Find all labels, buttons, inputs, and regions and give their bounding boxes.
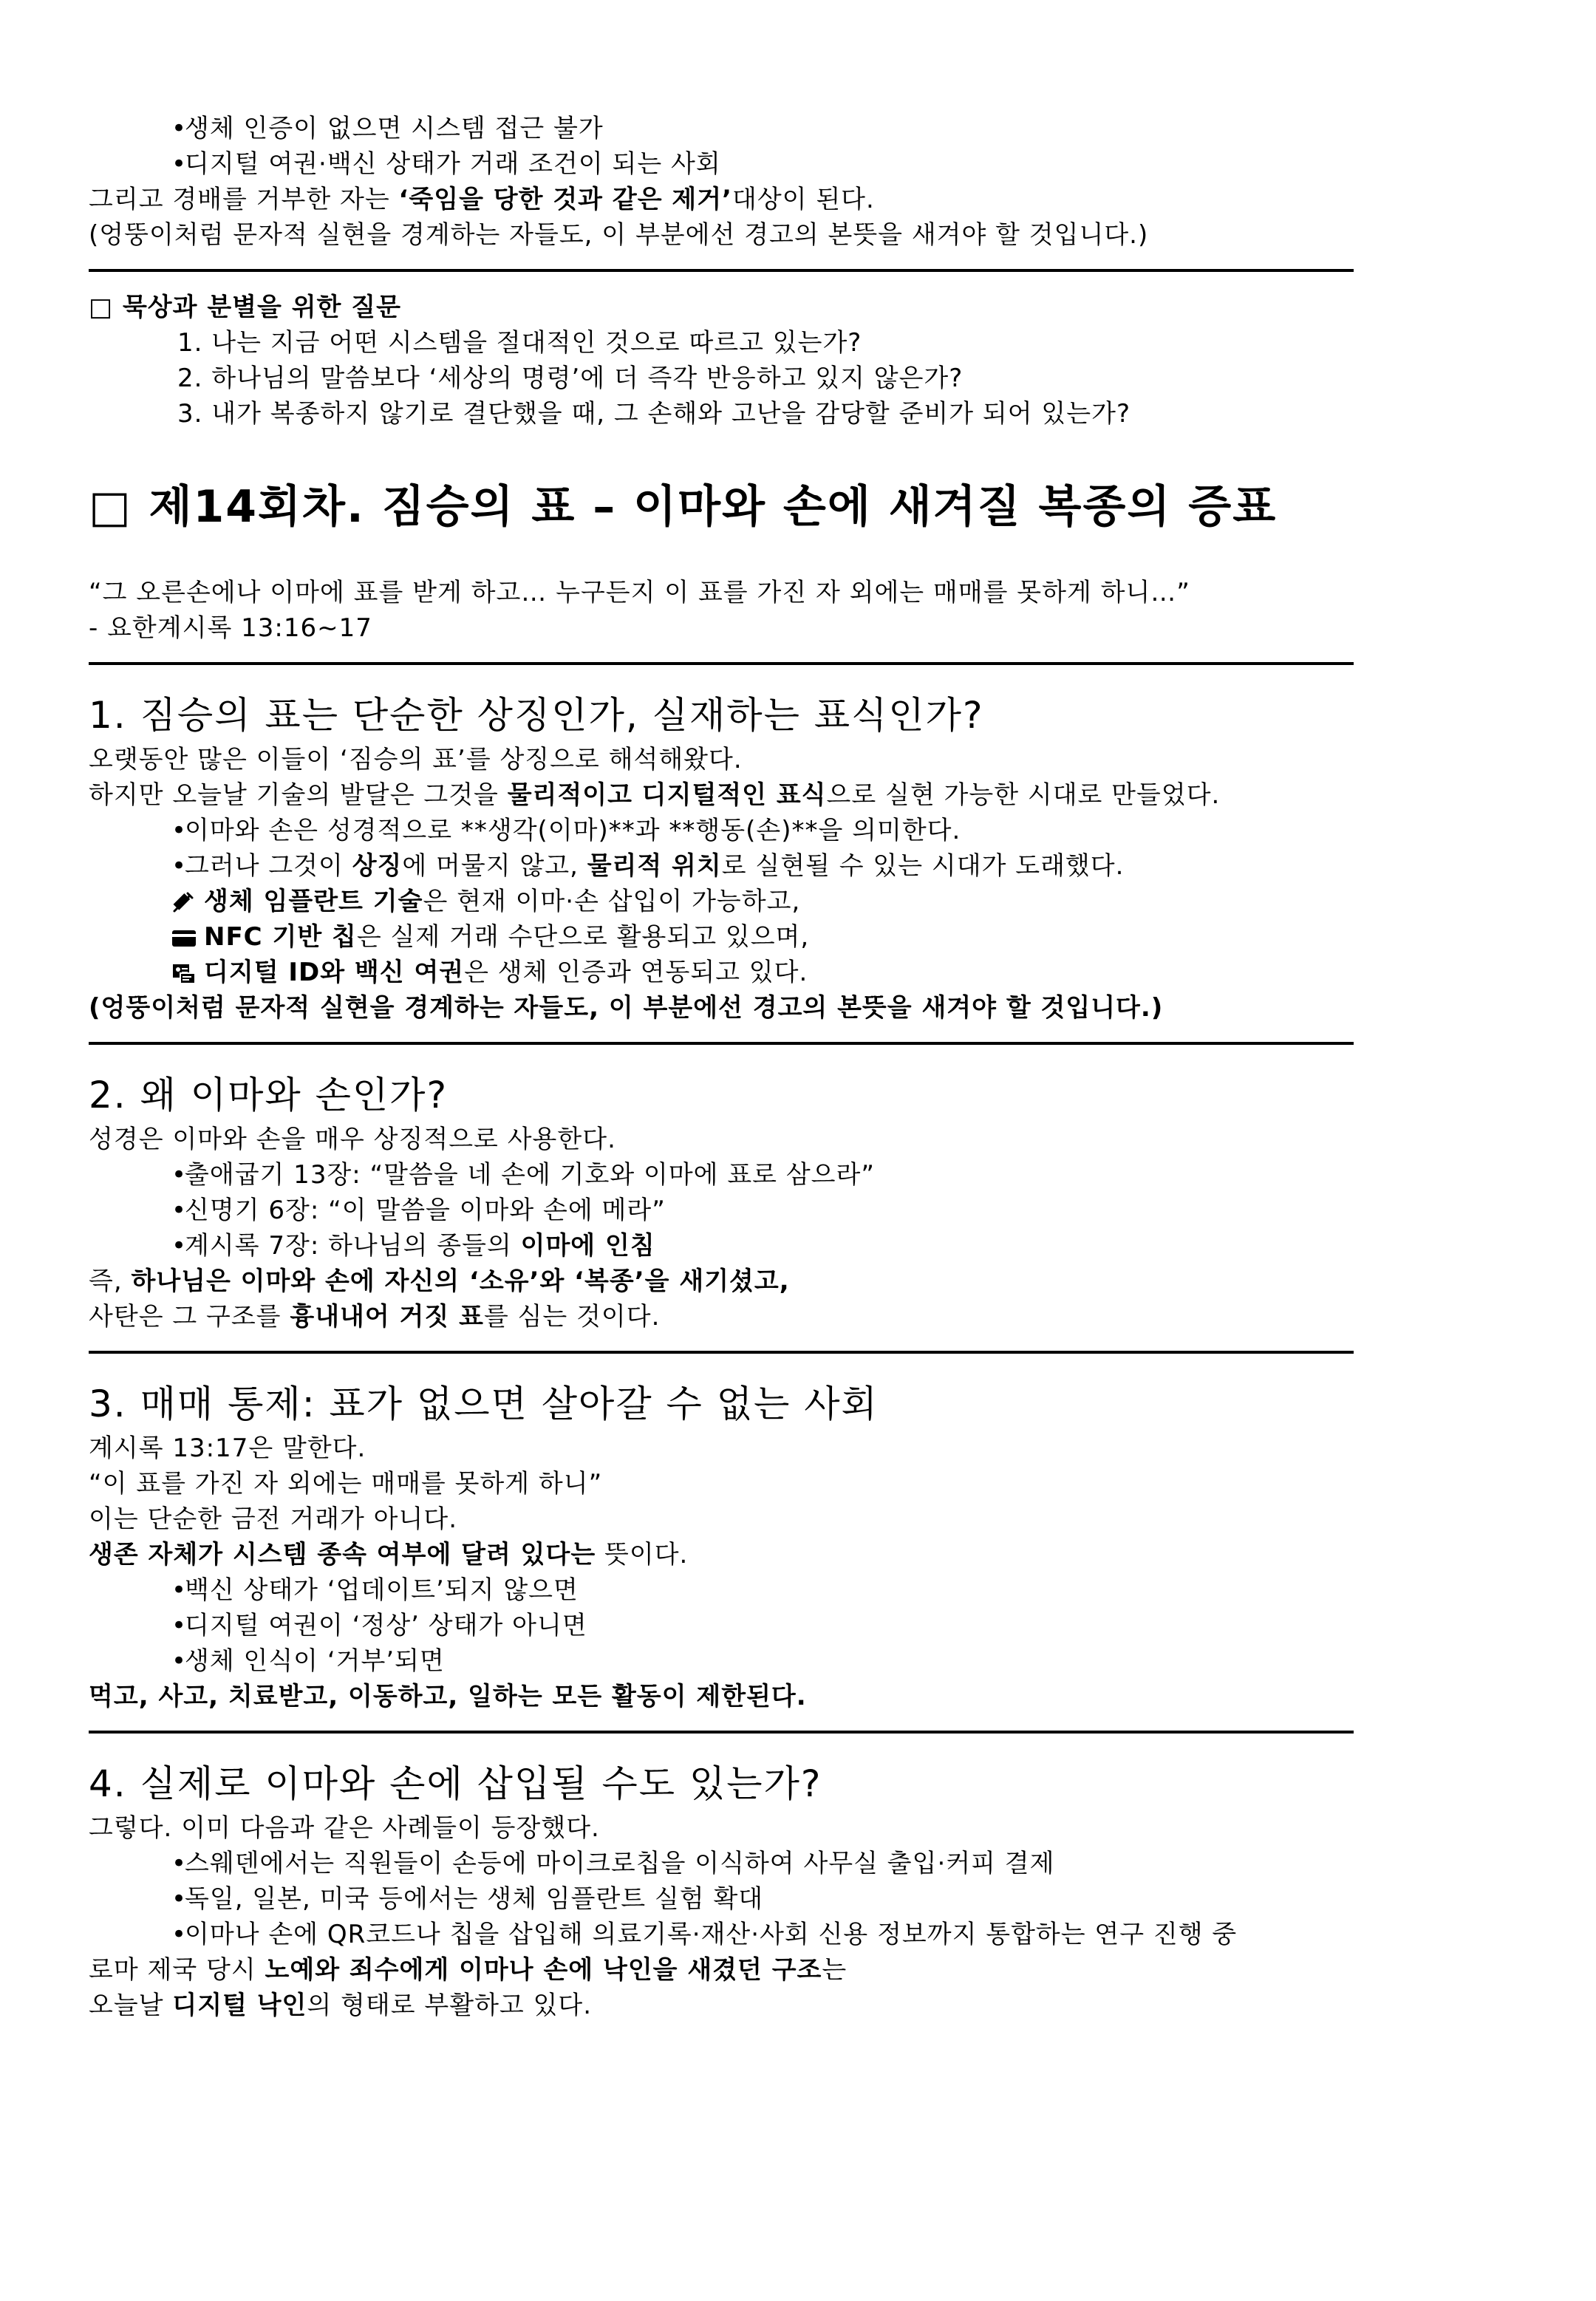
paragraph: 로마 제국 당시 노예와 죄수에게 이마나 손에 낙인을 새겼던 구조는 [89, 1955, 848, 1985]
paragraph: 그렇다. 이미 다음과 같은 사례들이 등장했다. [89, 1813, 600, 1843]
list-item: • 그러나 그것이 상징에 머물지 않고, 물리적 위치로 실현될 수 있는 시대가 도래했다. [89, 848, 1507, 884]
list-item: 디지털 ID와 백신 여권은 생체 인증과 연동되고 있다. [89, 955, 1507, 990]
list-item: • 출애굽기 13장: “말씀을 네 손에 기호와 이마에 표로 삼으라” [89, 1157, 1507, 1193]
list-item: • 신명기 6장: “이 말씀을 이마와 손에 메라” [89, 1193, 1507, 1228]
list-item: 생체 임플란트 기술은 현재 이마·손 삽입이 가능하고, [89, 884, 1507, 919]
list-item: • 독일, 일본, 미국 등에서는 생체 임플란트 실험 확대 [89, 1881, 1507, 1917]
paragraph: 먹고, 사고, 치료받고, 이동하고, 일하는 모든 활동이 제한된다. [89, 1682, 807, 1711]
note: (엉뚱이처럼 문자적 실현을 경계하는 자들도, 이 부분에선 경고의 본뜻을 새겨야 할 것입니다.) [89, 993, 1164, 1023]
list-item: • 디지털 여권이 ‘정상’ 상태가 아니면 [89, 1608, 1507, 1643]
section-heading: 3. 매매 통제: 표가 없으면 살아갈 수 없는 사회 [89, 1383, 879, 1425]
list-item: • 이마와 손은 성경적으로 **생각(이마)**과 **행동(손)**을 의미한다. [89, 813, 1507, 848]
paragraph: 그리고 경배를 거부한 자는 ‘죽임을 당한 것과 같은 제거’대상이 된다. [89, 185, 875, 214]
section-heading: 4. 실제로 이마와 손에 삽입될 수도 있는가? [89, 1762, 822, 1805]
paragraph: 오늘날 디지털 낙인의 형태로 부활하고 있다. [89, 1991, 593, 2020]
list-item: • 이마나 손에 QR코드나 칩을 삽입해 의료기록·재산·사회 신용 정보까지 통합하는 연구 진행 중 [89, 1917, 1566, 1952]
paragraph: 오랫동안 많은 이들이 ‘짐승의 표’를 상징으로 해석해왔다. [89, 745, 743, 774]
paragraph: 즉, 하나님은 이마와 손에 자신의 ‘소유’와 ‘복종’을 새기셨고, [89, 1267, 790, 1296]
id-card-icon [171, 955, 204, 990]
paragraph: “이 표를 가진 자 외에는 매매를 못하게 하니” [89, 1469, 603, 1499]
divider [89, 269, 1354, 272]
paragraph: 계시록 13:17은 말한다. [89, 1434, 366, 1463]
question-item: 2. 하나님의 말씀보다 ‘세상의 명령’에 더 즉각 반응하고 있지 않은가? [177, 364, 964, 393]
paragraph: 생존 자체가 시스템 종속 여부에 달려 있다는 뜻이다. [89, 1540, 689, 1569]
divider [89, 1042, 1354, 1045]
paragraph: 하지만 오늘날 기술의 발달은 그것을 물리적이고 디지털적인 표식으로 실현 가능한 시대로 만들었다. [89, 780, 1221, 810]
paragraph: 사탄은 그 구조를 흉내내어 거짓 표를 심는 것이다. [89, 1302, 661, 1332]
syringe-icon [171, 884, 204, 919]
list-item: • 디지털 여권·백신 상태가 거래 조건이 되는 사회 [89, 146, 1507, 182]
credit-card-icon [171, 919, 204, 955]
chapter-title: □ 제14회차. 짐승의 표 – 이마와 손에 새겨질 복종의 증표 [89, 481, 1278, 533]
paragraph: 성경은 이마와 손을 매우 상징적으로 사용한다. [89, 1125, 616, 1154]
list-item: • 생체 인식이 ‘거부’되면 [89, 1643, 1507, 1679]
note: (엉뚱이처럼 문자적 실현을 경계하는 자들도, 이 부분에선 경고의 본뜻을 새겨야 할 것입니다.) [89, 220, 1149, 250]
list-item: • 스웨덴에서는 직원들이 손등에 마이크로칩을 이식하여 사무실 출입·커피 결제 [89, 1846, 1507, 1881]
document-page [89, 111, 1507, 2023]
list-item: NFC 기반 칩은 실제 거래 수단으로 활용되고 있으며, [89, 919, 1507, 955]
scripture-quote: “그 오른손에나 이마에 표를 받게 하고… 누구든지 이 표를 가진 자 외에는 매매를 못하게 하니…” [89, 578, 1190, 607]
meditation-title: □ 묵상과 분별을 위한 질문 [89, 293, 401, 322]
section-heading: 2. 왜 이마와 손인가? [89, 1074, 449, 1117]
divider [89, 1731, 1354, 1734]
list-item: • 생체 인증이 없으면 시스템 접근 불가 [89, 111, 1507, 146]
question-item: 1. 나는 지금 어떤 시스템을 절대적인 것으로 따르고 있는가? [177, 328, 862, 358]
paragraph: 이는 단순한 금전 거래가 아니다. [89, 1504, 458, 1534]
divider [89, 662, 1354, 665]
scripture-reference: - 요한계시록 13:16~17 [89, 613, 372, 643]
question-item: 3. 내가 복종하지 않기로 결단했을 때, 그 손해와 고난을 감당할 준비가 되어 있는가? [177, 399, 1130, 429]
section-heading: 1. 짐승의 표는 단순한 상징인가, 실재하는 표식인가? [89, 694, 984, 737]
divider [89, 1351, 1354, 1354]
list-item: • 백신 상태가 ‘업데이트’되지 않으면 [89, 1572, 1507, 1608]
list-item: • 계시록 7장: 하나님의 종들의 이마에 인침 [89, 1228, 1507, 1264]
